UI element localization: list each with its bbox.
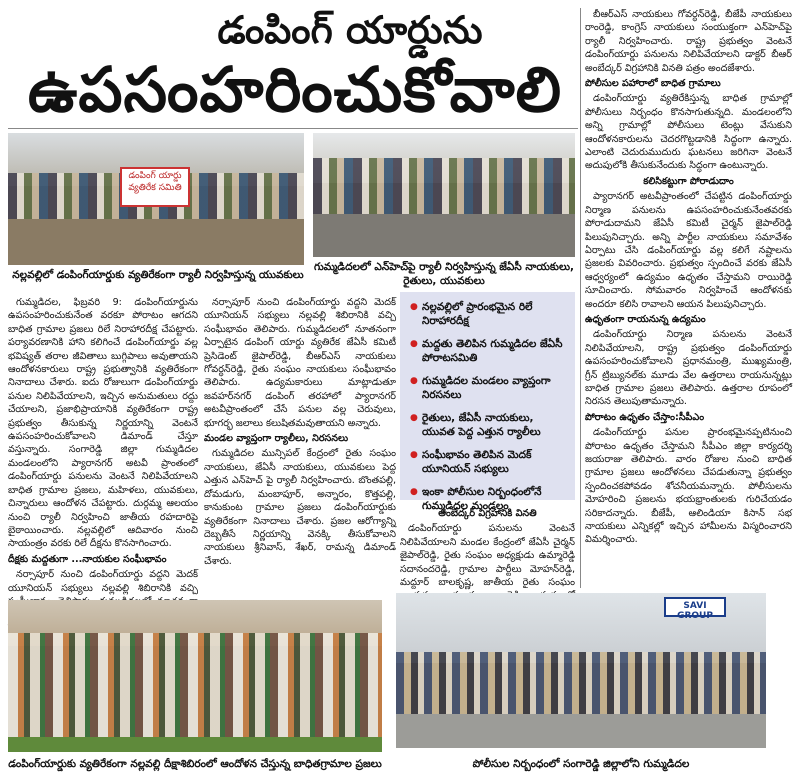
article-paragraph: డంపింగ్‌యార్డు నిర్మాణ పనులను వెంటనే నిలిపివేయాలని, రాష్ట్ర ప్రభుత్వం డంపింగ్‌యార్డు ఉపసంహరించుకోవాలని ప్రధానమంత్రి, ముఖ్యమంత్రి, గ్రీన్ ట్రిబ్యునల్‌కు మూడు వేల ఉత్తరాలు రాయనున్నట్లు బాధిత గ్రామాల ప్రజలు తెలిపారు. ఉత్తరాల రూపంలో నిరసన తెలుపుతామన్నారు. xyxy=(585,329,792,408)
highlight-item: ● నల్లవల్లిలో ప్రారంభమైన రిలే నిరాహారదీక్ష xyxy=(410,300,565,328)
subheading: మండల వ్యాప్తంగా ర్యాలీలు, నిరసనలు xyxy=(204,433,349,445)
article-paragraph: గుమ్మడిదల, ఫిబ్రవరి 9: డంపింగ్‌యార్డును ఉపసంహరించుకునేంత వరకూ పోరాటం ఆగదని బాధిత గ్రామాల ప్రజలు రిలే నిరాహారదీక్ష చేపట్టారు. పర్యావరణానికి హాని కలిగించే డంపింగ్‌యార్డు వల్ల భవిష్యత్ తరాల జీవితాలు బుగ్గిపాలు అవుతాయని ఆందోళనకారులు రాష్ట్ర ప్రభుత్వానికి వ్యతిరేకంగా నినాదాలు చేశారు. ఐదు రోజులుగా డంపింగ్‌యార్డు పనుల నిలిపివేయాలని, ఇచ్చిన అనుమతులు రద్దు చేయాలని, ప్రజాభిప్రాయానికి వ్యతిరేకంగా రాష్ట్ర ప్రభుత్వం తీసుకున్న నిర్ణయాన్ని వెంటనే ఉపసంహరించుకోవాలని డిమాండ్ చేస్తూ వస్తున్నారు. సంగారెడ్డి జిల్లా గుమ్మడిదల మండలంలోని ప్యారానగర్ అటవీ ప్రాంతంలో డంపింగ్‌యార్డు పనులను వెంటనే నిలిపివేయాలని బాధిత గ్రామాల ప్రజలు, మహిళలు, యువకులు, చిన్నారులు ఆందోళన చేపట్టారు. దుర్గమ్మ ఆలయం నుంచి ర్యాలీ నిర్వహించి జాతీయ రహదారిపై బైఠాయించారు. నల్లవల్లిలో ఆదివారం నుంచి సాయంత్రం వరకు రిలే దీక్షను కొనసాగించారు. xyxy=(8,297,198,550)
article-column-1 xyxy=(8,296,198,596)
article-paragraph: బీఆర్ఎస్ నాయకులు గోవర్ధన్‌రెడ్డి, బీజేపీ నాయకులు రాంరెడ్డి, కాంగ్రెస్ నాయకులు సంయుక్తంగా ఎన్‌హెచ్‌పై ర్యాలీ నిర్వహించారు. రాష్ట్ర ప్రభుత్వం వెంటనే డంపింగ్‌యార్డు పనులను నిలిపివేయాలని డాక్టర్ బీఆర్ అంబేద్కర్ విగ్రహానికి వినతి పత్రం అందజేశారు. xyxy=(585,9,792,74)
subheading: ఉధృతంగా రాయనున్న ఉద్యమం xyxy=(585,313,706,325)
article-paragraph: డంపింగ్‌యార్డు వ్యతిరేకిస్తున్న బాధిత గ్రామాల్లో పోలీసులు నిర్బంధం కొనసాగుతున్నది. మండలంలోని అన్ని గ్రామాల్లో పోలీసులు టెంట్లు వేసుకుని ఆందోళనకారులను చెదరగొట్టడానికి సిద్ధంగా ఉన్నారు. ఎలాంటి చెదురుముదురు ఘటనలు జరిగినా వెంటనే అదుపులోకి తీసుకునేందుకు సిద్ధంగా ఉంటున్నారు. xyxy=(585,93,792,172)
photo-rally-nallavalli xyxy=(8,133,304,265)
highlight-item: ● రైతులు, జేఏసీ నాయకులు, యువత పెద్ద ఎత్తున ర్యాలీలు xyxy=(410,411,565,439)
subheading: కలిసికట్టుగా పోరాడుదాం xyxy=(643,175,734,187)
highlight-item: ● సంఘీభావం తెలిపిన మెదక్ యూనియన్ సభ్యులు xyxy=(410,448,565,476)
column-divider xyxy=(580,8,581,588)
article-paragraph: నర్సాపూర్ నుంచి డంపింగ్‌యార్డు వద్దని మెదక్ యూనియన్ సభ్యులు నల్లవల్లి శిబిరానికి వచ్చి సంఘీభావం తెలిపారు. గుమ్మడిదలలో నూతనంగా ఏర్పాటైన డంపింగ్ యార్డు వ్యతిరేక జేఏసీ కమిటీ ప్రెసిడెంట్ జైపాల్‌రెడ్డి, బీఆర్ఎస్ నాయకులు గోవర్ధన్‌రెడ్డి, రైతు సంఘం నాయకులు సంఘీభావం తెలిపారు. ఉద్యమకారులు మాట్లాడుతూ జవహర్‌నగర్ డంపింగ్ తరహాలో ప్యారానగర్ అటవీప్రాంతంలో చేసే పనుల వల్ల చెరువులు, భూగర్భ జలాలు కలుషితమవుతాయని అన్నారు. xyxy=(204,297,396,429)
subheading: దీక్షకు మద్దతుగా ...నాయకుల సంఘీభావం xyxy=(8,553,167,565)
article-paragraph: డంపింగ్‌యార్డు పనులను వెంటనే నిలిపివేయాలని మండల కేంద్రంలో జేఏసీ చైర్మన్ జైపాల్‌రెడ్డి, రైతు సంఘం అధ్యక్షుడు ఉమ్మారెడ్డి సదానందరెడ్డి, గ్రామాల పార్టీలు మోహన్‌రెడ్డి, మద్దూర్ బాలకృష్ణ, జాతీయ రైతు సంఘం xyxy=(400,523,575,589)
article-headline: ఉపసంహరించుకోవాలి xyxy=(27,53,563,126)
highlight-item: ● మద్దతు తెలిపిన గుమ్మడిదల జేఏసీ పోరాటసమితి xyxy=(410,337,565,365)
article-paragraph: నర్సాపూర్ నుంచి డంపింగ్‌యార్డు వద్దని మెదక్ యూనియన్ సభ్యులు నల్లవల్లి శిబిరానికి వచ్చి xyxy=(8,569,198,594)
photo-rally-nh xyxy=(313,133,575,257)
photo-caption: డంపింగ్‌యార్డుకు వ్యతిరేకంగా నల్లవల్లి దీక్షాశిబిరంలో ఆందోళన చేస్తున్న బాధితగ్రామాల ప్రజలు xyxy=(8,758,382,770)
article-paragraph: గుమ్మడిదల మున్సిపల్ కేంద్రంలో రైతు సంఘం నాయకులు, జేఏసీ నాయకులు, యువకులు పెద్ద ఎత్తున ఎన్‌హెచ్ పై ర్యాలీ నిర్వహించారు. బొంతపల్లి, దోమడుగు, మంబాపూర్, అన్నారం, కొత్తపల్లి, కానుకుంట గ్రామాల ప్రజలు డంపింగ్‌యార్డుకు వ్యతిరేకంగా నినాదాలు చేశారు. ప్రజల ఆరోగ్యాన్ని దెబ్బతీసే నిర్ణయాన్ని వెనక్కి తీసుకోవాలని నాయకులు శ్రీనివాస్, శేఖర్, రామన్న డిమాండ్ చేశారు. xyxy=(204,448,396,567)
highlight-item: ● ఇంకా పోలీసుల నిర్బంధంలోనే గుమ్మడిదల మండలం xyxy=(410,485,565,513)
article-paragraph: ప్యారానగర్ అటవీప్రాంతంలో చేపట్టిన డంపింగ్‌యార్డు నిర్మాణ పనులను ఉపసంహరించుకునేంతవరకు పోరాడుదామని జేఏసీ కమిటీ చైర్మన్ జైపాల్‌రెడ్డి పిలుపునిచ్చారు. అన్ని పార్టీల నాయకులు సమావేశం ఏర్పాటు చేసి డంపింగ్‌యార్డు వల్ల కలిగే నష్టాలను ప్రజలకు వివరించారు. ప్రభుత్వం స్పందించే వరకు జేఏసీ ఆధ్వర్యంలో ఉద్యమం ఉధృతం చేస్తామని రాయిరెడ్డి సూచించారు. సోమవారం నిర్వహించే ఆందోళనకు అందరూ కలిసి రావాలని ఆయన పిలుపునిచ్చారు. xyxy=(585,191,792,310)
photo-police-presence xyxy=(396,593,766,748)
column-divider xyxy=(8,128,578,129)
highlights-box xyxy=(400,292,575,512)
photo-relay-hunger-strike xyxy=(8,600,382,752)
storefront-sign: SAVI GROUP xyxy=(664,597,726,617)
photo-caption: నల్లవల్లిలో డంపింగ్‌యార్డుకు వ్యతిరేకంగా ర్యాలీ నిర్వహిస్తున్న యువకులు xyxy=(12,269,304,281)
article-paragraph: డంపింగ్‌యార్డు పనుల ప్రారంభమైనప్పటినుంచి పోరాటం ఉధృతం చేస్తామని సీపీఎం జిల్లా కార్యదర్శి జయరాజు తెలిపారు. వారం రోజుల నుంచి బాధిత గ్రామాల ప్రజలు ఆందోళనలు చేపడుతున్నా ప్రభుత్వం స్పందించకపోవడం శోచనీయమన్నారు. పోలీసులను మోహరించి ప్రజలను భయభ్రాంతులకు గురిచేయడం సరికాదన్నారు. బీజేపీ, ఆలిండియా కిసాన్ సభ నాయకులు ఎన్నికల్లో ఇచ్చిన హామీలను విస్మరించారని విమర్శించారు. xyxy=(585,427,792,546)
article-column-4 xyxy=(585,8,792,593)
subheading: అంబేద్కర్ విగ్రహానికి వినతి xyxy=(438,508,537,519)
article-kicker: డంపింగ్ యార్డును xyxy=(217,8,483,52)
article-column-2 xyxy=(204,296,396,596)
photo-caption: పోలీసుల నిర్బంధంలో సంగారెడ్డి జిల్లాలోని గుమ్మడిదల xyxy=(472,758,690,770)
subheading: పోరాటం ఉధృతం చేస్తాం:సీపీఎం xyxy=(585,411,705,423)
photo-caption: గుమ్మడిదలలో ఎన్‌హెచ్‌పై ర్యాలీ నిర్వహిస్తున్న జేఏసీ నాయకులు, రైతులు, యువకులు xyxy=(313,261,575,287)
highlight-item: ● గుమ్మడిదల మండలం వ్యాప్తంగా నిరసనలు xyxy=(410,374,565,402)
article-column-3b xyxy=(400,505,575,593)
subheading: పోలీసుల పహారాలో బాధిత గ్రామాలు xyxy=(585,78,721,90)
protest-banner: డంపింగ్ యార్డు వ్యతిరేక సమితి xyxy=(120,167,190,207)
